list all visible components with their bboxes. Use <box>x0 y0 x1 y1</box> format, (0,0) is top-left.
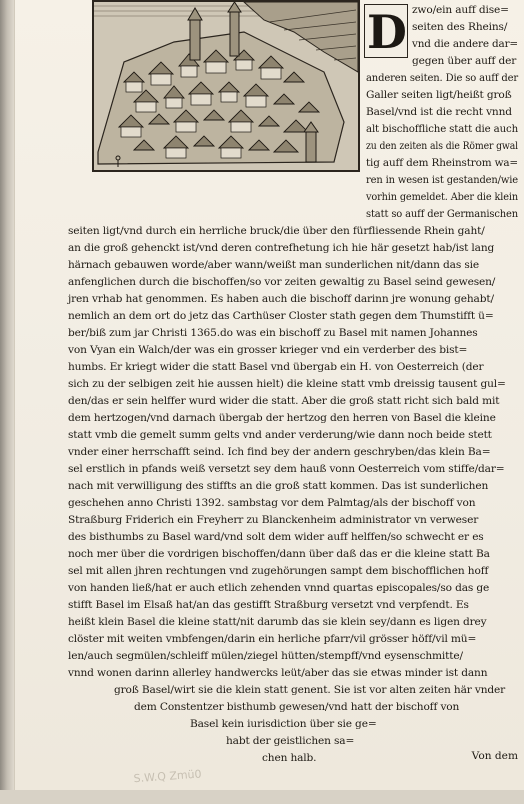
woodcut-drawing <box>94 2 358 170</box>
body-text-line: sel mit allen jhren rechtungen vnd zugehörungen sampt dem bischofflichen hoff <box>68 565 489 577</box>
body-text-line: dem Constentzer bisthumb gewesen/vnd hatt der bischoff von <box>134 701 460 713</box>
body-text-line: clöster mit weiten vmbfengen/darin ein herliche pfarr/vil grösser höff/vil mü= <box>68 633 477 645</box>
body-text-line: noch mer über die vordrigen bischoffen/dann über daß das er die kleine statt Ba <box>68 548 490 560</box>
body-text-line: sel erstlich in pfands weiß versetzt sey dem hauß vonn Oesterreich vom stiffe/dar= <box>68 463 505 475</box>
body-text-line: vnnd wonen darinn allerley handwercks leüt/aber das sie etwas minder ist dann <box>68 667 488 679</box>
side-text-line: statt so auff der Germanischen <box>366 208 519 220</box>
body-text-line: anfenglichen durch die bischoffen/so vor zeiten gewaltig zu Basel seind gewesen/ <box>68 276 496 288</box>
body-text-line: heißt klein Basel die kleine statt/nit darumb das sie klein sey/dann es ligen drey <box>68 616 487 628</box>
body-text-line: ber/biß zum jar Christi 1365.do was ein bischoff zu Basel mit namen Johannes <box>68 327 478 339</box>
body-text-line: stifft Basel im Elsaß hat/an das gestifft Straßburg versetzt vnd verpfendt. Es <box>68 599 469 611</box>
body-text-line: den/das er sein helffer wurd wider die statt. Aber die groß statt richt sich bald mit <box>68 395 500 407</box>
body-text-line: seiten ligt/vnd durch ein herrliche bruck/die über den fürfliessende Rhein gaht/ <box>68 225 485 237</box>
body-text-line: habt der geistlichen sa= <box>226 735 355 747</box>
body-text-line: Basel kein iurisdiction über sie ge= <box>190 718 377 730</box>
body-text-line: nach mit verwilligung des stiffts an die groß statt kommen. Das ist sunderlichen <box>68 480 489 492</box>
book-page <box>14 0 524 790</box>
side-text-line: zwo/ein auff dise= <box>412 4 509 16</box>
body-text-line: Straßburg Friderich ein Freyherr zu Blanckenheim administrator vn verweser <box>68 514 479 526</box>
body-text-line: geschehen anno Christi 1392. sambstag vor dem Palmtag/als der bischoff von <box>68 497 476 509</box>
side-text-line: tig auff dem Rheinstrom wa= <box>366 157 519 169</box>
city-woodcut-illustration <box>92 0 360 172</box>
body-text-line: an die groß gehenckt ist/vnd deren contrefhetung ich hie här gesetzt hab/ist lang <box>68 242 495 254</box>
side-text-line: vnd die andere dar= <box>412 38 519 50</box>
side-text-line: alt bischoffliche statt die auch <box>366 123 519 135</box>
initial-letter: D <box>367 5 407 59</box>
body-text-line: vnder einer herrschafft seind. Ich find bey der andern geschryben/das klein Ba= <box>68 446 491 458</box>
side-text-line: anderen seiten. Die so auff der <box>366 72 519 84</box>
body-text-line: groß Basel/wirt sie die klein statt genent. Sie ist vor alten zeiten här vnder <box>114 684 506 696</box>
body-text-line: chen halb. <box>262 752 317 764</box>
side-text-line: seiten des Rheins/ <box>412 21 508 33</box>
body-text-line: humbs. Er kriegt wider die statt Basel vnd übergab ein H. von Oesterreich (der <box>68 361 484 373</box>
pencil-annotation: S.W.Q Zmü0 <box>133 767 202 786</box>
body-text-line: statt vmb die gemelt summ gelts vnd ander verderung/wie dann noch beide stett <box>68 429 492 441</box>
side-text-line: zu den zeiten als die Römer gwal <box>366 140 519 152</box>
side-text-line: Galler seiten ligt/heißt groß <box>366 89 512 101</box>
body-text-line: len/auch segmülen/schleiff mülen/ziegel hütten/stempff/vnd eysenschmitte/ <box>68 650 463 662</box>
body-text-line: nemlich an dem ort do jetz das Carthüser Closter stath gegen dem Thumstifft ü= <box>68 310 494 322</box>
body-text-line: von Vyan ein Walch/der was ein grosser krieger vnd ein verderber des bist= <box>68 344 468 356</box>
body-text-line: des bisthumbs zu Basel ward/vnd solt dem wider auff helffen/so schwecht er es <box>68 531 484 543</box>
body-text-line: von handen ließ/hat er auch etlich zehenden vnnd quartas episcopales/so das ge <box>68 582 490 594</box>
body-text-line: sich zu der selbigen zeit hie aussen hielt) die kleine statt vmb dreissig tausent gul= <box>68 378 506 390</box>
side-text-line: gegen über auff der <box>412 55 517 67</box>
side-text-line: Basel/vnd ist die recht vnnd <box>366 106 512 118</box>
decorated-initial <box>364 4 408 58</box>
body-text-line: härnach gebauwen worde/aber wann/weißt man sunderlichen nit/dann das sie <box>68 259 480 271</box>
scan-bottom-edge <box>0 790 524 804</box>
body-text-line: jren vrhab hat genommen. Es haben auch die bischoff darinn jre wonung gehabt/ <box>68 293 494 305</box>
side-text-line: vorhin gemeldet. Aber die klein <box>366 191 518 203</box>
side-text-line: ren in wesen ist gestanden/wie <box>366 174 518 186</box>
catchword: Von dem <box>471 750 518 762</box>
body-text-line: dem hertzogen/vnd darnach übergab der hertzog den herren von Basel die kleine <box>68 412 496 424</box>
